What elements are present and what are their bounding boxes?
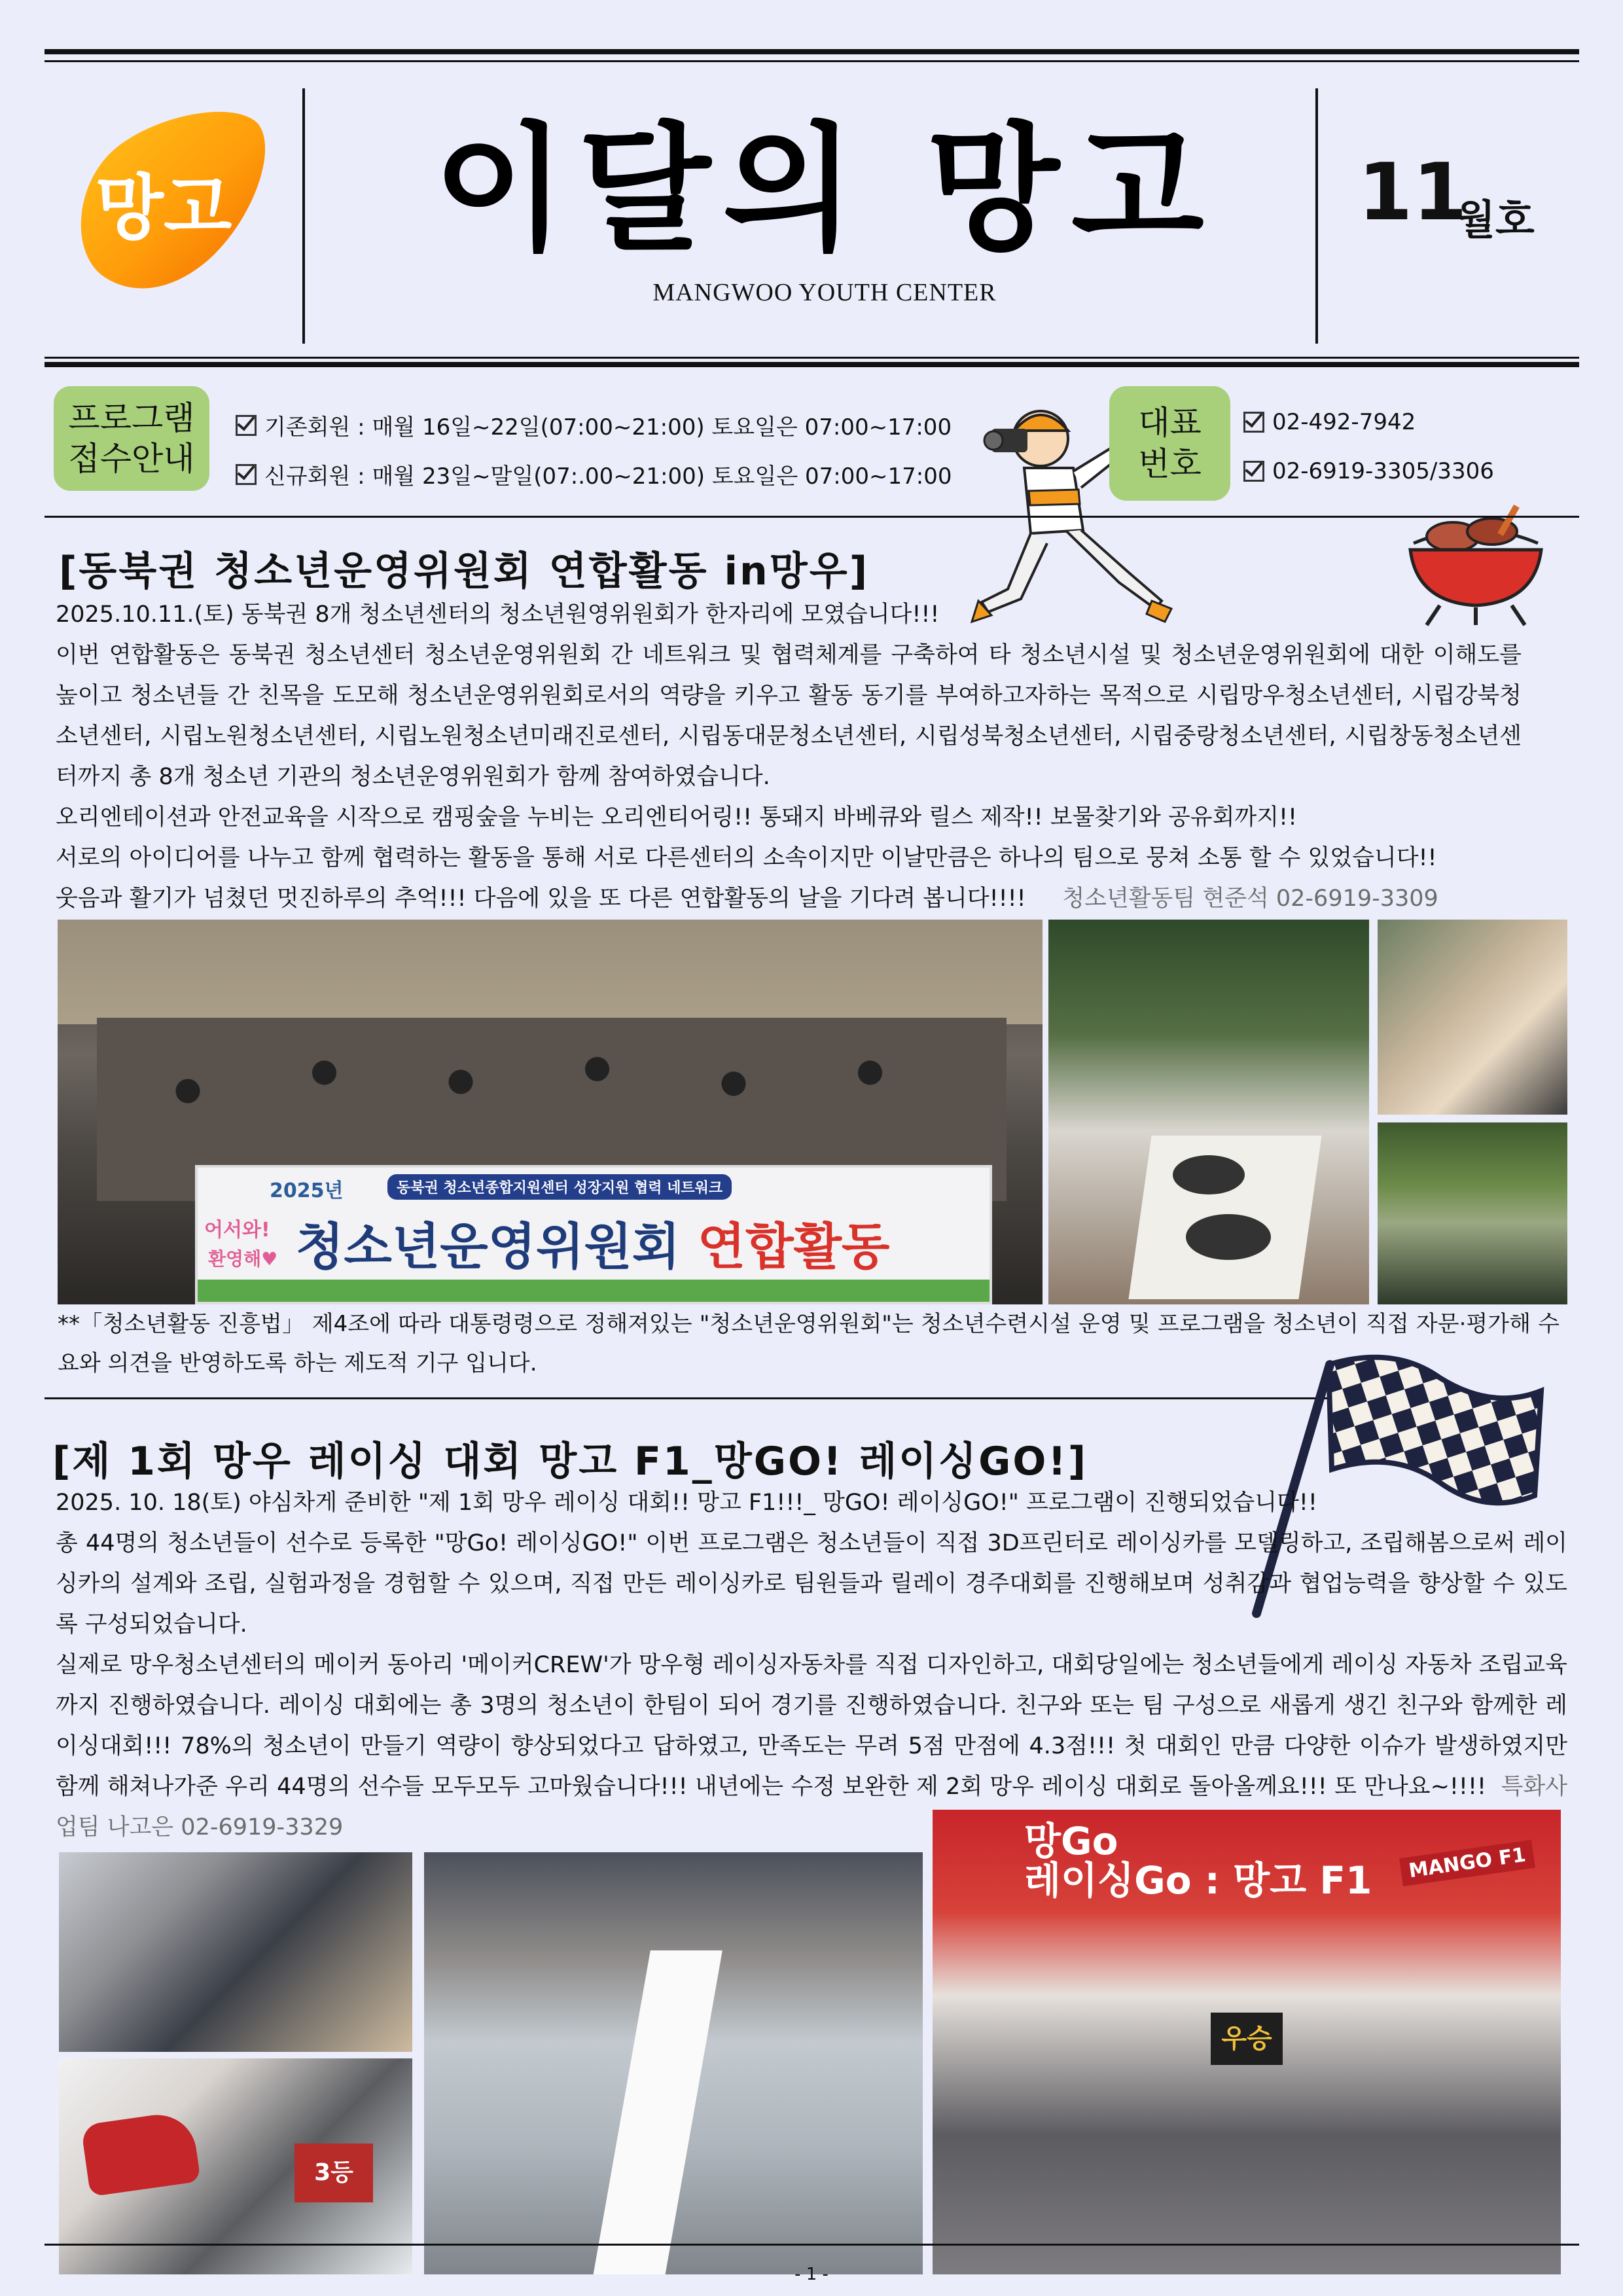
selfie-photo bbox=[1378, 920, 1567, 1115]
svg-text:망고: 망고 bbox=[95, 168, 232, 249]
article1-contact: 청소년활동팀 현준석 02-6919-3309 bbox=[1062, 886, 1438, 912]
bbq-photo bbox=[1048, 920, 1369, 1304]
checkbox-icon bbox=[1243, 461, 1264, 482]
checkbox-icon bbox=[1243, 412, 1264, 433]
article2-body bbox=[56, 1482, 1567, 1848]
phone-label: 대표 번호 bbox=[1109, 386, 1230, 501]
banner-green-strip bbox=[198, 1280, 990, 1302]
phone-number-1: 02-492-7942 bbox=[1243, 409, 1416, 435]
rank-sign: 3등 bbox=[294, 2144, 373, 2202]
banner-welcome-1: 어서와! bbox=[204, 1219, 270, 1242]
article1-paragraph-4: 서로의 아이디어를 나누고 함께 협력하는 활동을 통해 서로 다른센터의 소속이지만 이날만큼은 하나의 팀으로 뭉쳐 소통 할 수 있었습니다!! bbox=[56, 845, 1437, 871]
header-bottom-rule-thick bbox=[45, 362, 1579, 367]
article2-contact: 특화사업팀 나고은 02-6919-3329 bbox=[56, 1774, 1567, 1840]
checkbox-icon bbox=[236, 415, 257, 436]
article2-paragraph-3: 실제로 망우청소년센터의 메이커 동아리 '메이커CREW'가 망우형 레이싱자동차를 직접 디자인하고, 대회당일에는 청소년들에게 레이싱 자동차 조립교육까지 진행하였습니다. 레이싱 대회에는 총 3명의 청소년이 한팀이 되어 경기를 진행하였습니다. 친구와 또는 팀 구성으로 새롭게 생긴 친구와 함께한 레이싱대회!!! 78%의 청소년이 만들기 역량이 향상되었다고 답하였고, 만족도는 무려 5점 만점에 4.3점!!! 첫 대회인 만큼 다양한 이슈가 발생하였지만 함께 해쳐나가준 우리 44명의 선수들 모두모두 고마웠습니다!!! 내년에는 수정 보완한 제 2회 망우 레이싱 대회로 돌아올께요!!! 또 만나요~!!!! 특화사업팀 나고은 02-6919-3329 bbox=[56, 1652, 1567, 1840]
header-divider-left bbox=[302, 88, 305, 344]
article1-top-rule bbox=[45, 516, 1579, 518]
article1-paragraph-2: 이번 연합활동은 동북권 청소년센터 청소년운영위원회 간 네트워크 및 협력체계를 구축하여 타 청소년시설 및 청소년운영위원회에 대한 이해도를 높이고 청소년들 간 친목을 도모해 청소년운영위원회로서의 역량을 키우고 활동 동기를 부여하고자하는 목적으로 시립망우청소년센터, 시립강북청소년센터, 시립노원청소년센터, 시립노원청소년미래진로센터, 시립동대문청소년센터, 시립성북청소년센터, 시립중랑청소년센터, 시립창동청소년센터까지 총 8개 청소년 기관의 청소년운영위원회가 함께 참여하였습니다. bbox=[56, 642, 1522, 790]
relay-race-photo bbox=[424, 1852, 923, 2274]
banner-top-text: 동북권 청소년종합지원센터 성장지원 협력 네트워크 bbox=[387, 1174, 732, 1200]
footer-rule bbox=[45, 2244, 1579, 2246]
issue-number: 11 bbox=[1358, 147, 1467, 238]
existing-members-schedule: 기존회원 : 매월 16일~22일(07:00~21:00) 토요일은 07:00~17:00 bbox=[236, 409, 952, 441]
mango-logo bbox=[62, 98, 265, 301]
race-car-photo bbox=[59, 2058, 412, 2274]
article1-paragraph-1: 2025.10.11.(토) 동북권 8개 청소년센터의 청소년원영위원회가 한자리에 모였습니다!!! bbox=[56, 601, 940, 628]
article2-top-rule bbox=[45, 1397, 1353, 1399]
article1-title: [동북권 청소년운영위원회 연합활동 in망우] bbox=[59, 548, 870, 594]
banner-year: 2025년 bbox=[270, 1179, 344, 1202]
race-group-photo bbox=[933, 1810, 1561, 2274]
new-members-schedule: 신규회원 : 매월 23일~말일(07:.00~21:00) 토요일은 07:00~17:00 bbox=[236, 458, 952, 490]
red-race-car bbox=[80, 2110, 201, 2197]
program-registration-label: 프로그램 접수안내 bbox=[54, 386, 209, 491]
article2-paragraph-1: 2025. 10. 18(토) 야심차게 준비한 "제 1회 망우 레이싱 대회!! 망고 F1!!!_ 망GO! 레이싱GO!" 프로그램이 진행되었습니다!! bbox=[56, 1490, 1317, 1516]
group-photo-banner bbox=[58, 920, 1043, 1304]
checkbox-icon bbox=[236, 464, 257, 485]
race-banner-tag: MANGO F1 bbox=[1399, 1840, 1535, 1886]
article1-paragraph-3: 오리엔테이션과 안전교육을 시작으로 캠핑숲을 누비는 오리엔티어링!! 통돼지 바베큐와 릴스 제작!! 보물찾기와 공유회까지!! bbox=[56, 804, 1298, 831]
issue-suffix: 월호 bbox=[1456, 196, 1535, 243]
race-track bbox=[590, 1950, 722, 2274]
car-assembly-photo bbox=[59, 1852, 412, 2052]
newsletter-title: 이달의 망고 bbox=[433, 109, 1216, 270]
event-banner bbox=[195, 1165, 992, 1304]
bbq-grill-plate-2 bbox=[1186, 1214, 1271, 1260]
article2-paragraph-2: 총 44명의 청소년들이 선수로 등록한 "망Go! 레이싱GO!" 이번 프로그램은 청소년들이 직접 3D프린터로 레이싱카를 모델링하고, 조립해봄으로써 레이싱카의 설계와 조립, 실험과정을 경험할 수 있으며, 직접 만든 레이싱카로 팀원들과 릴레이 경주대회를 진행해보며 성취감과 협업능력을 향상할 수 있도록 구성되었습니다. bbox=[56, 1530, 1567, 1638]
banner-welcome-2: 환영해♥ bbox=[208, 1248, 278, 1270]
article1-paragraph-5: 웃음과 활기가 넘쳤던 멋진하루의 추억!!! 다음에 있을 또 다른 연합활동의 날을 기다려 봅니다!!!! 청소년활동팀 현준석 02-6919-3309 bbox=[56, 886, 1438, 912]
newsletter-subtitle: MANGWOO YOUTH CENTER bbox=[652, 279, 997, 306]
stage-wall bbox=[58, 920, 1043, 1024]
header-bottom-rule bbox=[45, 357, 1579, 359]
article2-title: [제 1회 망우 레이싱 대회 망고 F1_망GO! 레이싱GO!] bbox=[52, 1439, 1088, 1484]
header-top-rule bbox=[45, 49, 1579, 54]
header-divider-right bbox=[1315, 88, 1318, 344]
article1-note: **「청소년활동 진흥법」 제4조에 따라 대통령령으로 정해져있는 "청소년운영위원회"는 청소년수련시설 운영 및 프로그램을 청소년이 직접 자문·평가해 수요와 의견을 반영하도록 하는 제도적 기구 입니다. bbox=[58, 1311, 1560, 1376]
race-banner-text: 망Go 레이싱Go : 망고 F1 bbox=[1024, 1819, 1372, 1903]
bbq-grill-plate bbox=[1173, 1155, 1245, 1194]
phone-number-2: 02-6919-3305/3306 bbox=[1243, 458, 1494, 484]
winner-sign: 우승 bbox=[1211, 2013, 1283, 2065]
header-top-rule-thin bbox=[45, 60, 1579, 62]
banner-main-line: 청소년운영위원회 연합활동 bbox=[296, 1217, 890, 1276]
forest-group-photo bbox=[1378, 1122, 1567, 1304]
page-number: - 1 - bbox=[794, 2265, 829, 2284]
article1-body bbox=[56, 594, 1558, 919]
